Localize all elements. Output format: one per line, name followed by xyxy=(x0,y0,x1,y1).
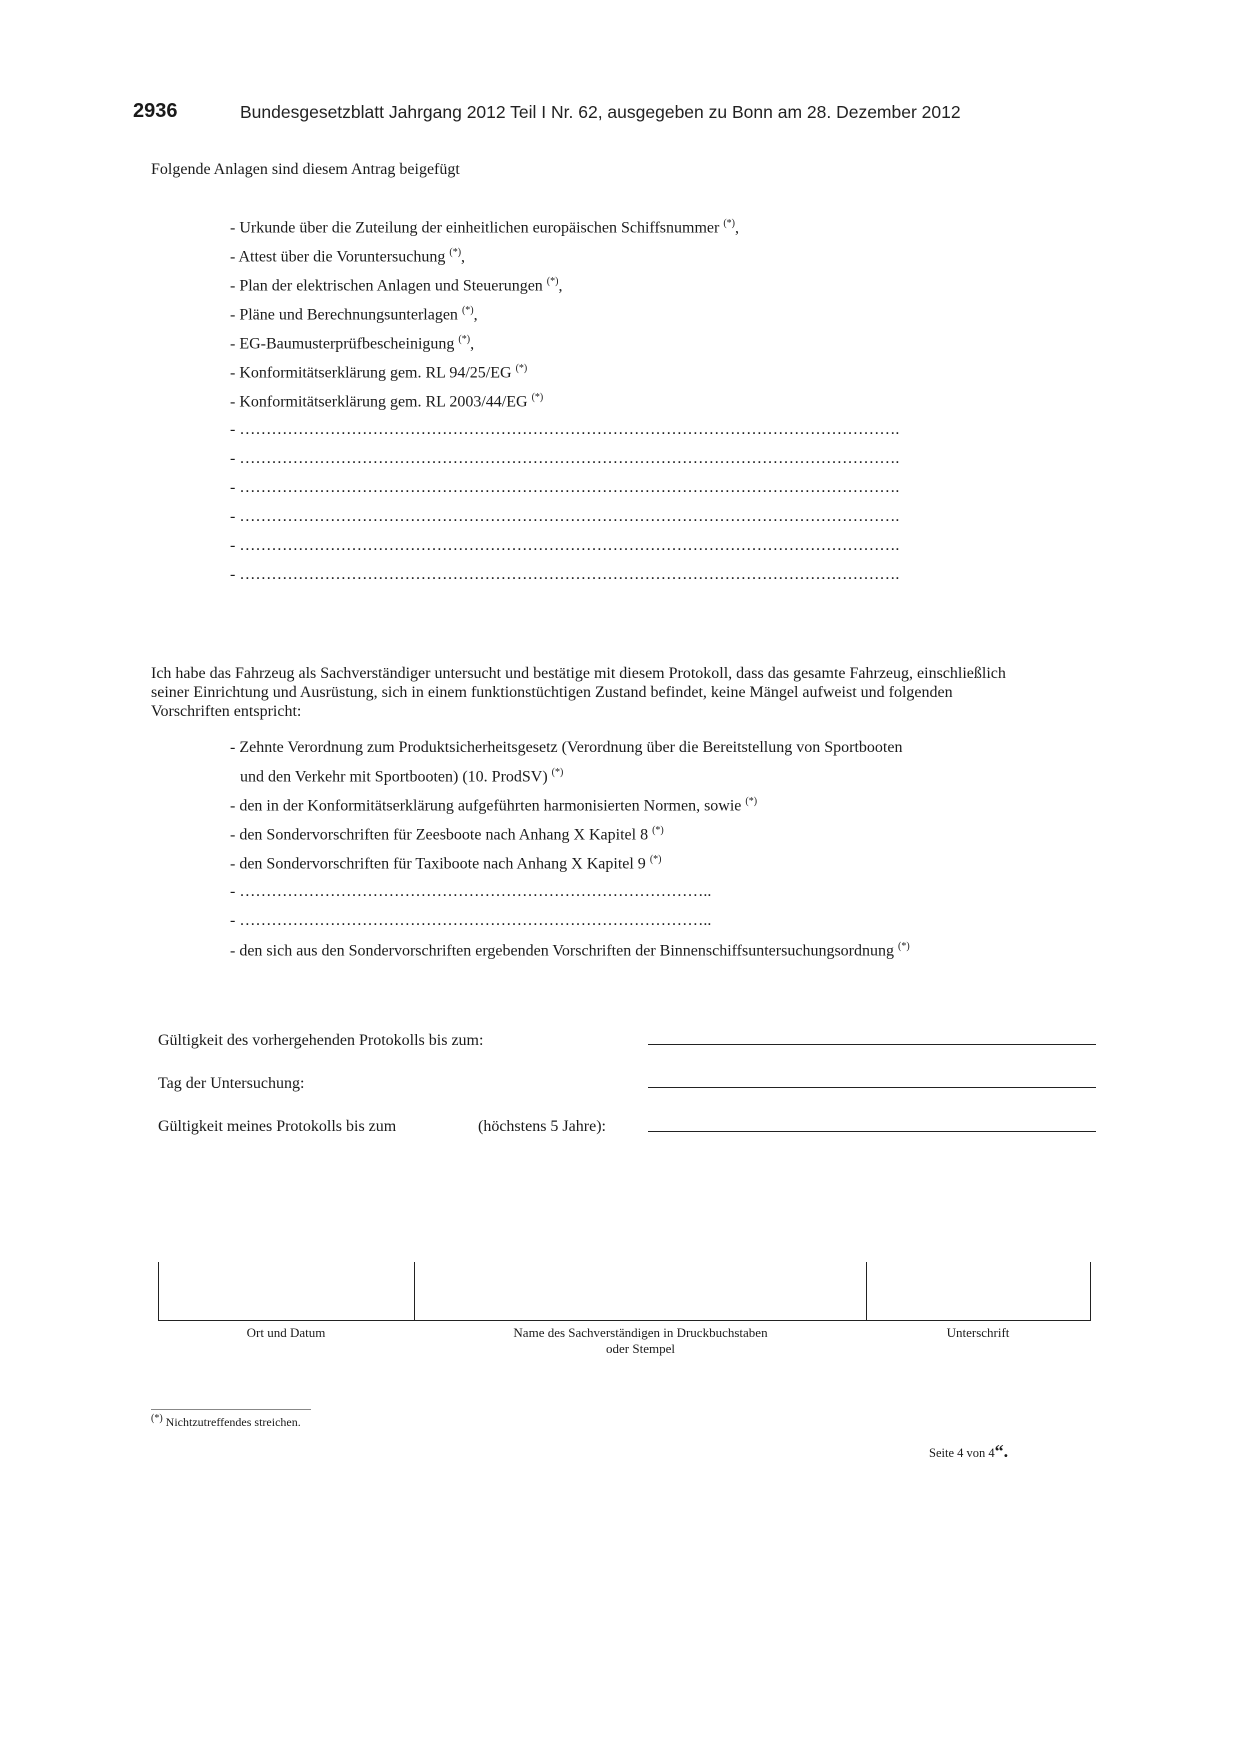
regulation-blank-line[interactable]: - …………………………………………………………………………….. xyxy=(230,912,712,929)
exam-day-label: Tag der Untersuchung: xyxy=(158,1075,305,1092)
footnote-rule xyxy=(151,1409,311,1410)
attachment-item: - Urkunde über die Zuteilung der einheitlichen europäischen Schiffsnummer (*), xyxy=(230,218,739,237)
attachment-blank-line[interactable]: - ……………………………………………………………………………………………………………. xyxy=(230,508,900,525)
attachment-blank-line[interactable]: - ……………………………………………………………………………………………………………. xyxy=(230,479,900,496)
regulation-item-line2: und den Verkehr mit Sportbooten) (10. ProdSV) (*) xyxy=(240,767,564,786)
regulation-item: - den sich aus den Sondervorschriften ergebenden Vorschriften der Binnenschiffsuntersuchungsordnung (*) xyxy=(230,941,910,960)
signature-cell[interactable] xyxy=(867,1262,1089,1320)
page-info: Seite 4 von 4“. xyxy=(929,1441,1009,1461)
exam-day-field[interactable] xyxy=(648,1087,1096,1088)
expert-name-caption-line1: Name des Sachverständigen in Druckbuchstaben xyxy=(513,1325,768,1340)
attachment-item: - Attest über die Voruntersuchung (*), xyxy=(230,247,466,266)
place-date-caption: Ort und Datum xyxy=(246,1325,326,1340)
expert-name-caption xyxy=(415,1325,866,1357)
regulation-item: - den in der Konformitätserklärung aufgeführten harmonisierten Normen, sowie (*) xyxy=(230,796,758,815)
attachment-blank-line[interactable]: - ……………………………………………………………………………………………………………. xyxy=(230,421,900,438)
attachment-blank-line[interactable]: - ……………………………………………………………………………………………………………. xyxy=(230,450,900,467)
attachment-item: - Pläne und Berechnungsunterlagen (*), xyxy=(230,305,478,324)
prev-validity-field[interactable] xyxy=(648,1044,1096,1045)
signature-caption: Unterschrift xyxy=(946,1325,1010,1340)
footnote: (*) Nichtzutreffendes streichen. xyxy=(151,1413,301,1429)
regulation-item: - den Sondervorschriften für Zeesboote nach Anhang X Kapitel 8 (*) xyxy=(230,825,664,844)
attachment-item: - Konformitätserklärung gem. RL 94/25/EG (*) xyxy=(230,363,528,382)
regulation-blank-line[interactable]: - …………………………………………………………………………….. xyxy=(230,883,712,900)
attachment-blank-line[interactable]: - ……………………………………………………………………………………………………………. xyxy=(230,537,900,554)
regulation-item: - den Sondervorschriften für Taxiboote nach Anhang X Kapitel 9 (*) xyxy=(230,854,662,873)
attachments-heading: Folgende Anlagen sind diesem Antrag beigefügt xyxy=(151,161,460,178)
my-validity-note: (höchstens 5 Jahre): xyxy=(478,1118,606,1135)
my-validity-field[interactable] xyxy=(648,1131,1096,1132)
prev-validity-label: Gültigkeit des vorhergehenden Protokolls bis zum: xyxy=(158,1032,484,1049)
my-validity-label: Gültigkeit meines Protokolls bis zum xyxy=(158,1118,397,1135)
declaration-paragraph: Ich habe das Fahrzeug als Sachverständiger untersucht und bestätige mit diesem Protokoll, dass das gesamte Fahrzeug, einschließlich seiner Einrichtung und Ausrüstung, sich in einem funktionstüchtigen Zustand befindet, keine Mängel aufweist und folgenden Vorschriften entspricht: xyxy=(151,665,1006,720)
page-number: 2936 xyxy=(133,100,178,122)
attachment-item: - EG-Baumusterprüfbescheinigung (*), xyxy=(230,334,475,353)
place-date-cell[interactable] xyxy=(158,1262,414,1320)
attachment-blank-line[interactable]: - ……………………………………………………………………………………………………………. xyxy=(230,566,900,583)
gazette-header: Bundesgesetzblatt Jahrgang 2012 Teil I Nr. 62, ausgegeben zu Bonn am 28. Dezember 2012 xyxy=(240,102,961,122)
attachment-item: - Konformitätserklärung gem. RL 2003/44/EG (*) xyxy=(230,392,544,411)
attachment-item: - Plan der elektrischen Anlagen und Steuerungen (*), xyxy=(230,276,563,295)
regulation-item-line1: - Zehnte Verordnung zum Produktsicherheitsgesetz (Verordnung über die Bereitstellung von Sportbooten xyxy=(230,739,903,756)
expert-name-caption-line2: oder Stempel xyxy=(606,1341,675,1356)
expert-name-cell[interactable] xyxy=(415,1262,866,1320)
